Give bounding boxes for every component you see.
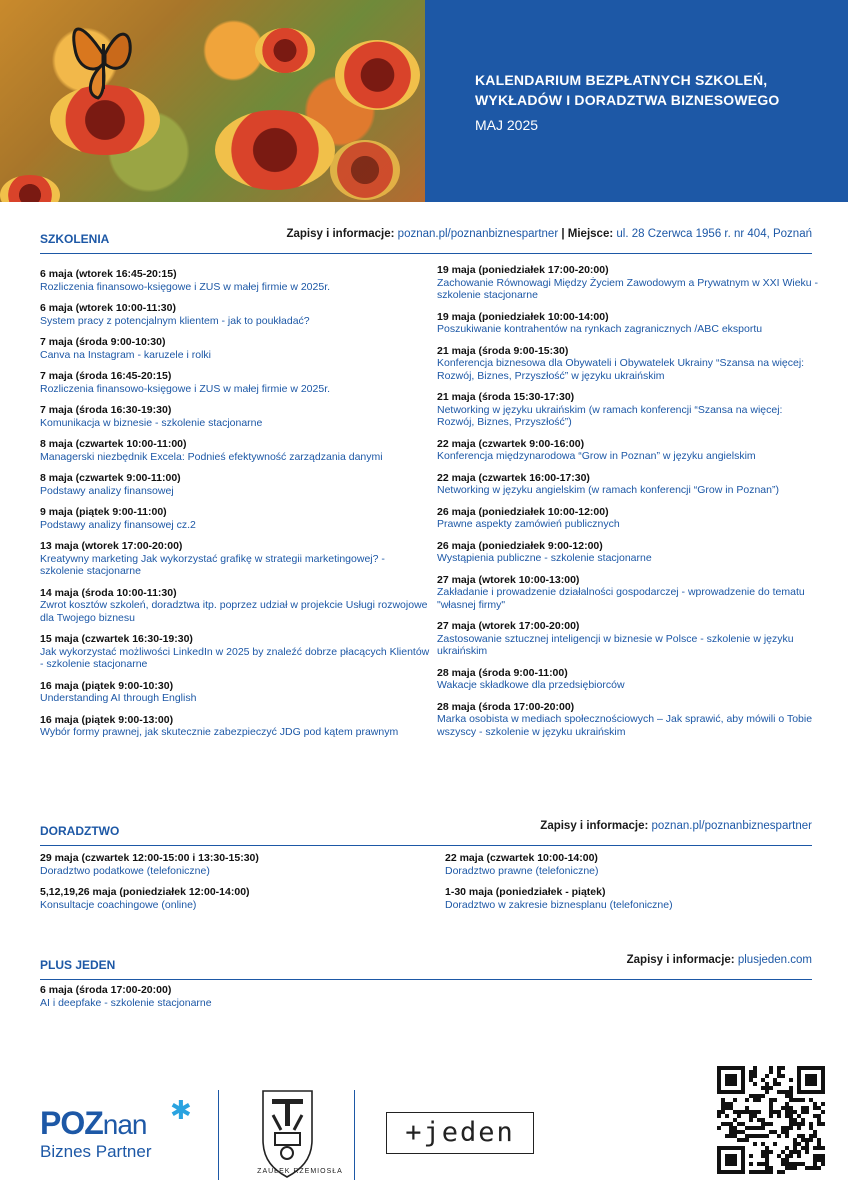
doradztwo-title: DORADZTWO [40, 824, 120, 838]
event-title: Networking w języku ukraińskim (w ramach konferencji “Szansa na więcej: Rozwój, Biznes, Przyszłość”) [437, 403, 783, 428]
place-value: ul. 28 Czerwca 1956 r. nr 404, Poznań [616, 228, 812, 240]
event-title: System pracy z potencjalnym klientem - jak to poukładać? [40, 314, 310, 327]
event-date: 6 maja (wtorek 10:00-11:30) [40, 302, 176, 314]
event-title: Wybór formy prawnej, jak skutecznie zabezpieczyć JDG pod kątem prawnym [40, 726, 399, 738]
event-date: 16 maja (piątek 9:00-13:00) [40, 713, 174, 726]
event-date: 8 maja (czwartek 9:00-11:00) [40, 472, 181, 484]
event-item [437, 574, 822, 612]
event-date: 7 maja (środa 16:45-20:15) [40, 370, 172, 382]
hero-banner [0, 0, 848, 202]
event-title: AI i deepfake - szkolenie stacjonarne [40, 996, 212, 1009]
poznan-logo-nan: nan [102, 1109, 147, 1140]
event-item [437, 472, 822, 497]
doradztwo-left-column [40, 852, 430, 920]
event-item [437, 438, 822, 463]
event-title: Rozliczenia finansowo-księgowe i ZUS w małej firmie w 2025r. [40, 382, 331, 395]
event-date: 5,12,19,26 maja (poniedziałek 12:00-14:00) [40, 886, 250, 898]
event-title: Doradztwo prawne (telefoniczne) [445, 864, 599, 877]
event-title: Prawne aspekty zamówień publicznych [437, 518, 620, 530]
event-item [40, 370, 430, 395]
event-item [437, 540, 822, 565]
flower [335, 40, 420, 110]
place-label: Miejsce: [567, 228, 614, 240]
registration-link[interactable]: poznan.pl/poznanbiznespartner [651, 820, 812, 832]
event-item [437, 667, 822, 692]
szkolenia-right-column [437, 264, 822, 747]
flower [255, 28, 315, 73]
event-date: 27 maja (wtorek 17:00-20:00) [437, 620, 580, 632]
event-item [445, 886, 815, 911]
event-date: 22 maja (czwartek 10:00-14:00) [445, 852, 598, 864]
page-title [475, 70, 780, 110]
event-title: Konferencja biznesowa dla Obywateli i Obywatelek Ukrainy “Szansa na więcej: Rozwój, Biznes, Przyszłość” w języku ukraińskim [437, 357, 805, 382]
plusjeden-column [40, 984, 430, 1015]
hero-title-panel [425, 0, 848, 202]
event-item [40, 404, 430, 429]
flower [215, 110, 335, 190]
event-item [445, 852, 815, 877]
poznan-asterisk-icon: ✱ [170, 1095, 192, 1125]
event-title: Doradztwo w zakresie biznesplanu (telefoniczne) [445, 898, 673, 911]
event-date: 21 maja (środa 9:00-15:30) [437, 344, 569, 357]
event-title: Canva na Instagram - karuzele i rolki [40, 348, 211, 361]
doradztwo-info [540, 820, 812, 832]
event-title: Marka osobista w mediach społecznościowych – Jak sprawić, aby mówili o Tobie wszyscy - szkolenie w języku ukraińskim [437, 713, 813, 738]
hero-flowers-photo [0, 0, 425, 202]
event-date: 7 maja (środa 16:30-19:30) [40, 404, 172, 416]
footer-logos [0, 1060, 848, 1200]
event-title: Komunikacja w biznesie - szkolenie stacjonarne [40, 416, 263, 429]
event-item [437, 391, 822, 429]
qr-code-icon[interactable] [717, 1066, 825, 1174]
event-date: 13 maja (wtorek 17:00-20:00) [40, 540, 183, 552]
event-item [40, 587, 430, 625]
crest-text: ZAUŁEK RZEMIOSŁA [257, 1168, 343, 1175]
event-title: Konferencja międzynarodowa “Grow in Poznan” w języku angielskim [437, 450, 756, 462]
event-item [437, 506, 822, 531]
event-title: Konsultacje coachingowe (online) [40, 898, 197, 911]
event-title: Networking w języku angielskim (w ramach konferencji “Grow in Poznan”) [437, 484, 779, 496]
event-date: 19 maja (poniedziałek 17:00-20:00) [437, 264, 609, 276]
flower [0, 175, 60, 202]
doradztwo-right-column [445, 852, 815, 920]
event-item [40, 336, 430, 361]
event-date: 6 maja (wtorek 16:45-20:15) [40, 268, 177, 280]
event-item [437, 701, 822, 739]
event-item [437, 620, 822, 658]
szkolenia-header [40, 228, 812, 254]
event-date: 15 maja (czwartek 16:30-19:30) [40, 633, 193, 645]
event-item [437, 264, 822, 302]
event-title: Kreatywny marketing Jak wykorzystać grafikę w strategii marketingowej? - szkolenie stacjonarne [40, 552, 385, 577]
event-item [40, 540, 430, 578]
butterfly-icon [70, 14, 136, 100]
info-label: Zapisy i informacje: [540, 820, 649, 832]
plusjeden-title: PLUS JEDEN [40, 958, 116, 972]
event-title: Managerski niezbędnik Excela: Podnieś efektywność zarządzania danymi [40, 450, 383, 463]
event-item [40, 886, 430, 911]
event-date: 14 maja (środa 10:00-11:30) [40, 586, 177, 599]
info-label: Zapisy i informacje: [286, 228, 395, 240]
event-title: Doradztwo podatkowe (telefoniczne) [40, 864, 210, 877]
event-date: 1-30 maja (poniedziałek - piątek) [445, 886, 606, 898]
divider [354, 1090, 355, 1180]
event-title: Wakacje składkowe dla przedsiębiorców [437, 679, 625, 691]
month-label: MAJ 2025 [475, 117, 539, 133]
event-date: 26 maja (poniedziałek 10:00-12:00) [437, 505, 609, 518]
doradztwo-header [40, 820, 812, 846]
event-date: 29 maja (czwartek 12:00-15:00 i 13:30-15:30) [40, 852, 259, 864]
event-date: 22 maja (czwartek 16:00-17:30) [437, 471, 590, 484]
event-title: Jak wykorzystać możliwości LinkedIn w 2025 by znaleźć dobrze płacących Klientów - szkolenie stacjonarne [40, 645, 430, 670]
event-date: 19 maja (poniedziałek 10:00-14:00) [437, 310, 609, 323]
plusjeden-logo: +jeden [386, 1112, 534, 1154]
event-date: 21 maja (środa 15:30-17:30) [437, 391, 575, 403]
poznan-logo-poz: POZ [40, 1105, 103, 1141]
event-title: Poszukiwanie kontrahentów na rynkach zagranicznych /ABC eksportu [437, 323, 763, 335]
plusjeden-header [40, 954, 812, 980]
event-title: Zachowanie Równowagi Między Życiem Zawodowym a Prywatnym w XXI Wieku - szkolenie stacjonarne [437, 276, 819, 301]
event-item [40, 714, 430, 739]
event-item [40, 633, 430, 671]
event-title: Understanding AI through English [40, 692, 197, 704]
event-item [437, 345, 822, 383]
event-title: Podstawy analizy finansowej cz.2 [40, 518, 196, 531]
poznan-logo [40, 1095, 192, 1162]
event-item [40, 302, 430, 327]
event-title: Rozliczenia finansowo-księgowe i ZUS w małej firmie w 2025r. [40, 280, 331, 293]
registration-link[interactable]: poznan.pl/poznanbiznespartner [397, 228, 559, 240]
poznan-logo-sub: Biznes Partner [40, 1142, 152, 1161]
registration-link[interactable]: plusjeden.com [737, 954, 812, 966]
event-title: Podstawy analizy finansowej [40, 484, 174, 497]
event-item [437, 311, 822, 336]
event-date: 28 maja (środa 17:00-20:00) [437, 700, 575, 713]
event-date: 28 maja (środa 9:00-11:00) [437, 666, 568, 679]
event-title: Wystąpienia publiczne - szkolenie stacjonarne [437, 552, 652, 564]
plusjeden-info [627, 954, 812, 966]
szkolenia-info [286, 228, 812, 240]
event-item [40, 268, 430, 293]
event-date: 9 maja (piątek 9:00-11:00) [40, 506, 167, 518]
event-title: Zwrot kosztów szkoleń, doradztwa itp. poprzez udział w projekcie Usługi rozwojowe dla Twojego biznesu [40, 599, 428, 624]
info-label: Zapisy i informacje: [626, 954, 735, 966]
event-date: 16 maja (piątek 9:00-10:30) [40, 679, 174, 692]
event-date: 27 maja (wtorek 10:00-13:00) [437, 573, 580, 586]
event-item [40, 852, 430, 877]
event-item [40, 438, 430, 463]
event-date: 22 maja (czwartek 9:00-16:00) [437, 437, 585, 450]
szkolenia-left-column [40, 268, 430, 748]
event-date: 8 maja (czwartek 10:00-11:00) [40, 438, 187, 450]
event-date: 26 maja (poniedziałek 9:00-12:00) [437, 539, 603, 552]
event-item [40, 984, 430, 1009]
event-item [40, 680, 430, 705]
szkolenia-title: SZKOLENIA [40, 232, 110, 246]
event-item [40, 506, 430, 531]
event-title: Zakładanie i prowadzenie działalności gospodarczej - wprowadzenie do tematu "własnej firmy" [437, 586, 805, 611]
title-line-2: WYKŁADÓW I DORADZTWA BIZNESOWEGO [475, 92, 780, 108]
divider [218, 1090, 219, 1180]
event-title: Zastosowanie sztucznej inteligencji w biznesie w Polsce - szkolenie w języku ukraińskim [437, 632, 794, 657]
event-date: 7 maja (środa 9:00-10:30) [40, 336, 166, 348]
event-date: 6 maja (środa 17:00-20:00) [40, 984, 172, 996]
title-line-1: KALENDARIUM BEZPŁATNYCH SZKOLEŃ, [475, 72, 768, 88]
separator: | [561, 228, 565, 240]
event-item [40, 472, 430, 497]
flower [330, 140, 400, 200]
